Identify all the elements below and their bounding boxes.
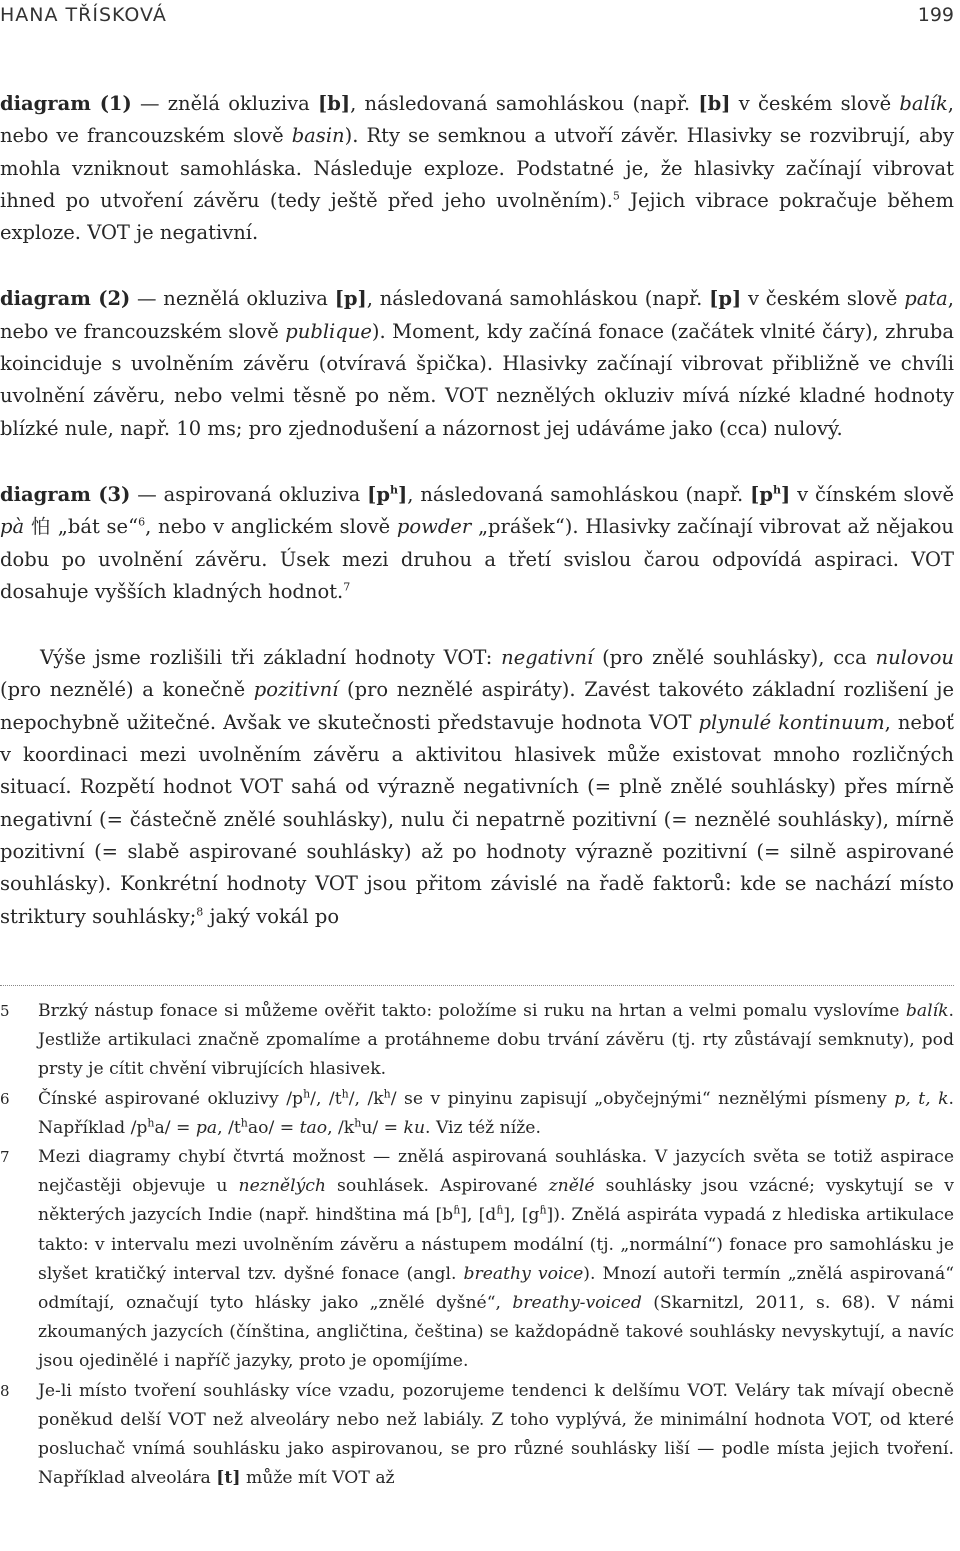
text-span: v českém slově — [741, 287, 905, 311]
footnote-ref[interactable]: 7 — [343, 580, 351, 594]
text-span: Jejich vibrace pokračuje během exploze. VOT je negativní. — [0, 188, 954, 245]
footnote-number: 8 — [0, 1381, 10, 1400]
example-word: powder — [396, 515, 472, 539]
ipa-symbol: $[p^h]$ — [367, 482, 408, 506]
text-span: v českém slově — [730, 92, 900, 115]
ipa-symbol: [t] — [216, 1468, 241, 1489]
footnote-7: 7 Mezi diagramy chybí čtvrtá možnost — znělá aspirovaná souhláska. V jazycích světa se totiž aspirace nejčastěji objevuje u neznělých souhlásek. Aspirované znělé souhlásky jsou vzácné; vyskytují se v některých jazycích Indie (např. hindština má $[b^ɦ]$, $[d^ɦ]$, $[g^ɦ]$). Znělá aspiráta vypadá z hlediska artikulace takto: v intervalu mezi uvolněním závěru a nástupem modální (tj. „normální“) fonace pro samohlásku je slyšet kratičký interval tzv. dyšné fonace (angl. breathy voice). Mnozí autoři termín „znělá aspirovaná“ odmítají, označují tyto hlásky jako „znělé dyšné“, breathy-voiced (Skarnitzl, 2011, s. 68). V námi zkoumaných jazycích (čínština, angličtina, čeština) se každopádně takové souhlásky nevyskytují, a navíc jsou ojedinělé i napříč jazyky, proto je opomíjíme. — [0, 1143, 954, 1377]
term: plynulé kontinuum — [698, 710, 885, 734]
text-span: — — [130, 482, 164, 506]
text-span: — — [130, 287, 164, 311]
text-span: , neboť v koordinaci mezi uvolněním závěru a aktivitou hlasivek může existovat mnoho rozličných situací. Rozpětí hodnot VOT sahá od výrazně negativních (= plně znělé souhlásky) přes mírně negativní (= částečně znělé souhlásky), nulu či nepatrně pozitivní (= neznělé souhlásky), mírně pozitivní (= slabě aspirované souhlásky) až po hodnoty výrazně pozitivní (= silně aspirované souhlásky). Konkrétní hodnoty VOT jsou přitom závislé na řadě faktorů: kde se nachází místo striktury souhlásky; — [0, 710, 954, 928]
footnotes — [0, 997, 954, 1493]
text-span: (pro neznělé aspiráty). Zavést takovéto základní rozlišení je nepochybně užitečné. Avšak ve skutečnosti představuje hodnota VOT — [0, 678, 955, 734]
page-number: 199 — [917, 4, 954, 26]
footnote-6: 6 Čínské aspirované okluzivy $/p^h/$, $/t^h/$, $/k^h/$ se v pinyinu zapisují „obyčejnými“ neznělými písmeny p, t, k. Například $/p^ha/$ = pa, $/t^hao/$ = tao, $/k^hu/$ = ku. Viz též níže. — [0, 1085, 954, 1143]
example-word: basin — [291, 124, 345, 148]
running-header — [0, 4, 954, 32]
footnote-8: 8 Je-li místo tvoření souhlásky více vzadu, pozorujeme tendenci k delšímu VOT. Veláry tak mívají obecně poněkud delší VOT než alveoláry nebo než labiály. Z toho vyplývá, že minimální hodnota VOT, od které posluchač vnímá souhlásku jako aspirovanou, se pro různé souhlásky liší — podle místa jejich tvoření. Například alveolára [t] může mít VOT až — [0, 1377, 954, 1494]
text-span: aspirovaná okluziva — [163, 482, 368, 506]
diagram-label: diagram (3) — [0, 482, 131, 506]
text-span: „bát se“ — [50, 515, 139, 539]
text-span: , následovaná samohláskou (např. — [407, 482, 751, 506]
example-word: pà — [0, 515, 25, 539]
text-span: , nebo ve francouzském slově — [0, 92, 954, 148]
text-span: ). Rty se semknou a utvoří závěr. Hlasivky se rozvibrují, aby mohla vzniknout samohláska. Následuje exploze. Podstatné je, že hlasivky začínají vibrovat ihned po utvoření závěru (tedy ještě před jeho uvolněním). — [0, 124, 954, 212]
term: nulovou — [875, 646, 954, 670]
footnote-number: 7 — [0, 1148, 10, 1167]
paragraph-diagram-2 — [0, 283, 954, 444]
text-span: , nebo v anglickém slově — [145, 515, 397, 539]
text-span: , následovaná samohláskou (např. — [350, 92, 699, 115]
running-head-author: HANA TŘÍSKOVÁ — [0, 4, 167, 26]
ipa-symbol: [b] — [698, 92, 731, 115]
text-span: „prášek“). Hlasivky začínají vibrovat až nějakou dobu po uvolnění závěru. Úsek mezi druhou a třetí svislou čarou odpovídá aspiraci. VOT dosahuje vyšších kladných hodnot. — [0, 515, 954, 603]
text-span: , následovaná samohláskou (např. — [366, 287, 710, 311]
text-span: (pro neznělé) a konečně — [0, 678, 254, 702]
footnote-5: 5 Brzký nástup fonace si můžeme ověřit takto: položíme si ruku na hrtan a velmi pomalu vyslovíme balík. Jestliže artikulaci značně zpomalíme a protáhneme dobu trvání závěru (tj. rty zůstávají semknuty), pod prsty je cítit chvění vibrujících hlasivek. — [0, 997, 954, 1085]
footnote-number: 5 — [0, 1002, 10, 1020]
text-span: v čínském slově — [790, 482, 954, 506]
paragraph-diagram-3 — [0, 479, 954, 608]
footnote-number: 6 — [0, 1089, 10, 1108]
text-span: Výše jsme rozlišili tři základní hodnoty VOT: — [40, 646, 502, 670]
footnote-ref[interactable]: 8 — [196, 905, 204, 919]
footnote-ref[interactable]: 5 — [612, 189, 620, 203]
term: pozitivní — [253, 678, 339, 702]
chinese-character: 怕 — [30, 515, 51, 539]
example-word: balík — [899, 92, 948, 115]
text-span: neznělá okluziva — [163, 287, 335, 311]
ipa-symbol: [p] — [709, 287, 742, 311]
example-word: publique — [285, 319, 372, 343]
text-span: (pro znělé souhlásky), cca — [593, 646, 876, 670]
ipa-symbol: $[p^h]$ — [750, 482, 791, 506]
paragraph-diagram-1 — [0, 88, 954, 249]
diagram-label: diagram (1) — [0, 92, 132, 115]
text-span: , nebo ve francouzském slově — [0, 287, 954, 343]
text-span: ). Moment, kdy začíná fonace (začátek vlnité čáry), zhruba koinciduje s uvolněním závěru (otvíravá špička). Hlasivky začínají vibrovat přibližně ve chvíli uvolnění závěru, nebo velmi těsně po něm. VOT neznělých okluziv mívá nízké kladné hodnoty blízké nule, např. 10 ms; pro zjednodušení a názornost jej udáváme jako (cca) nulový. — [0, 319, 954, 440]
example-word: pata — [904, 287, 948, 311]
text-span: znělá okluziva — [167, 92, 318, 115]
ipa-symbol: [p] — [334, 287, 367, 311]
text-span: jaký vokál po — [203, 904, 340, 928]
main-text — [0, 88, 954, 933]
footnote-separator — [0, 985, 954, 986]
paragraph-vot-continuum — [0, 642, 954, 933]
diagram-label: diagram (2) — [0, 287, 131, 311]
text-span: — — [131, 92, 168, 115]
ipa-symbol: [b] — [318, 92, 351, 115]
term: negativní — [501, 646, 594, 670]
footnote-ref[interactable]: 6 — [138, 515, 146, 529]
